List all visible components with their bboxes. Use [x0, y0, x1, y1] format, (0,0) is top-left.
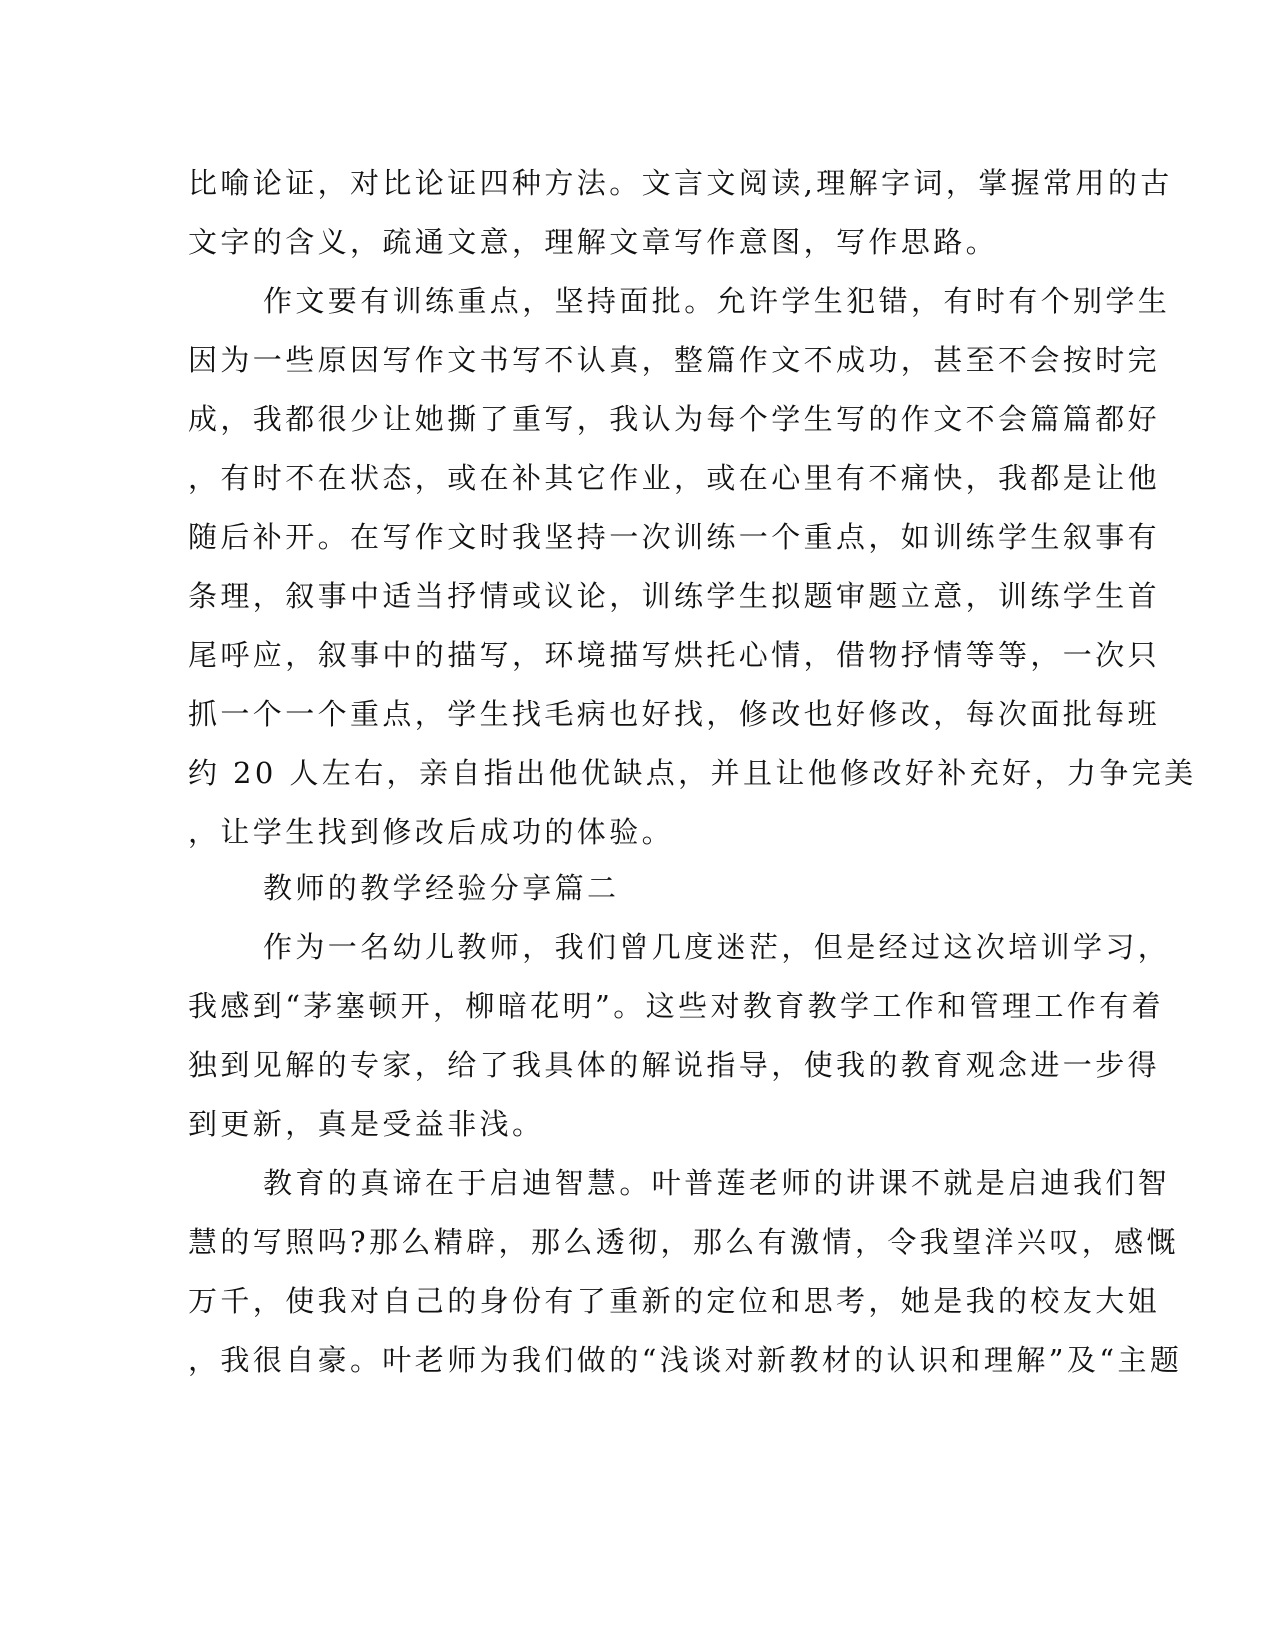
paragraph-line: 慧的写照吗?那么精辟，那么透彻，那么有激情，令我望洋兴叹，感慨 — [188, 1225, 1179, 1259]
paragraph-line: 条理，叙事中适当抒情或议论，训练学生拟题审题立意，训练学生首 — [188, 579, 1161, 613]
paragraph-line: 随后补开。在写作文时我坚持一次训练一个重点，如训练学生叙事有 — [188, 520, 1161, 554]
paragraph-line: 万千，使我对自己的身份有了重新的定位和思考，她是我的校友大姐 — [188, 1284, 1161, 1318]
paragraph-line: ，我很自豪。叶老师为我们做的“浅谈对新教材的认识和理解”及“主题 — [188, 1343, 1183, 1377]
paragraph-line: 尾呼应，叙事中的描写，环境描写烘托心情，借物抒情等等，一次只 — [188, 638, 1161, 672]
paragraph-line: 因为一些原因写作文书写不认真，整篇作文不成功，甚至不会按时完 — [188, 343, 1161, 377]
paragraph-line: 作为一名幼儿教师，我们曾几度迷茫，但是经过这次培训学习， — [263, 930, 1171, 964]
paragraph-line: 抓一个一个重点，学生找毛病也好找，修改也好修改，每次面批每班 — [188, 697, 1161, 731]
paragraph-line: 成，我都很少让她撕了重写，我认为每个学生写的作文不会篇篇都好 — [188, 402, 1161, 436]
section-heading: 教师的教学经验分享篇二 — [263, 871, 620, 905]
paragraph-line: 文字的含义，疏通文意，理解文章写作意图，写作思路。 — [188, 225, 999, 259]
paragraph-line: 约 20 人左右，亲自指出他优缺点，并且让他修改好补充好，力争完美 — [188, 756, 1197, 790]
paragraph-line: 教育的真谛在于启迪智慧。叶普莲老师的讲课不就是启迪我们智 — [263, 1166, 1171, 1200]
paragraph-line: 比喻论证，对比论证四种方法。文言文阅读,理解字词，掌握常用的古 — [188, 166, 1173, 200]
paragraph-line: 我感到“茅塞顿开，柳暗花明”。这些对教育教学工作和管理工作有着 — [188, 989, 1165, 1023]
paragraph-line: 作文要有训练重点，坚持面批。允许学生犯错，有时有个别学生 — [263, 284, 1171, 318]
paragraph-line: 到更新，真是受益非浅。 — [188, 1107, 545, 1141]
paragraph-line: ，让学生找到修改后成功的体验。 — [188, 815, 675, 849]
paragraph-line: 独到见解的专家，给了我具体的解说指导，使我的教育观念进一步得 — [188, 1048, 1161, 1082]
paragraph-line: ，有时不在状态，或在补其它作业，或在心里有不痛快，我都是让他 — [188, 461, 1161, 495]
